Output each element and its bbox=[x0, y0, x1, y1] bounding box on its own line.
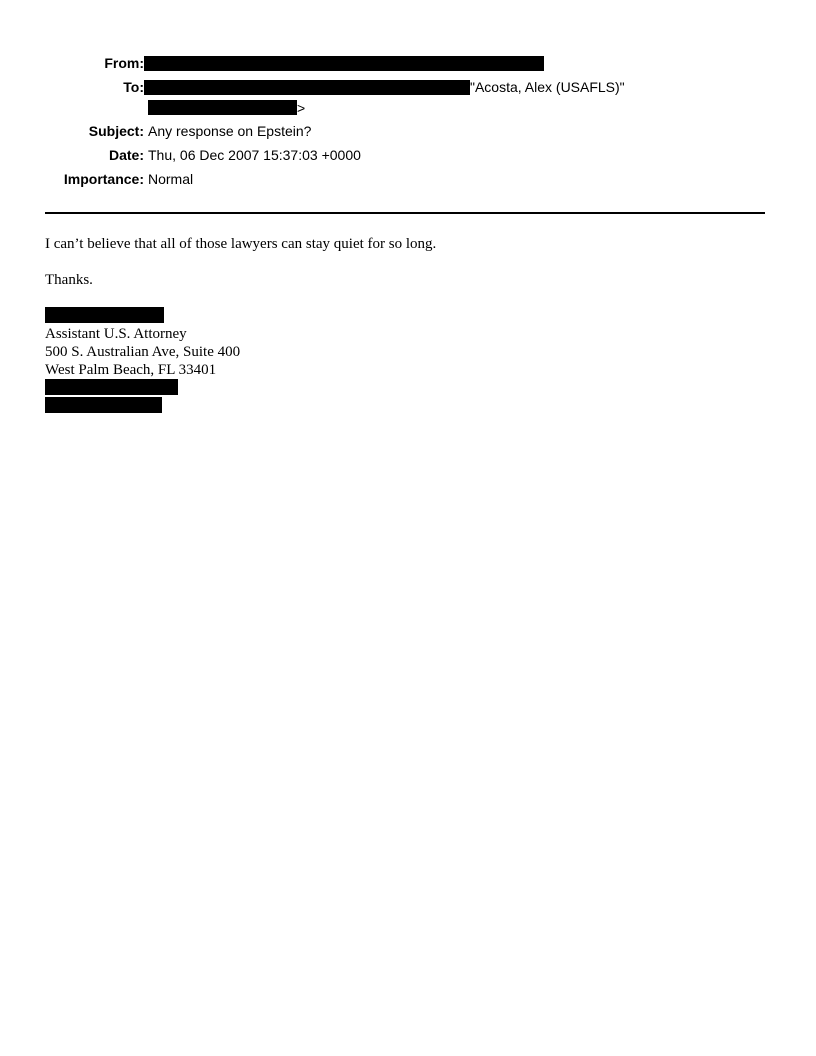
body-line-2: Thanks. bbox=[45, 272, 93, 288]
signature-name-redaction bbox=[45, 307, 164, 323]
signature-title: Assistant U.S. Attorney bbox=[45, 326, 187, 342]
signature-fax-redaction bbox=[45, 397, 162, 413]
header-divider bbox=[45, 212, 765, 214]
to-continuation-suffix: > bbox=[297, 100, 306, 116]
to-redaction bbox=[144, 80, 470, 95]
importance-label: Importance: bbox=[63, 171, 144, 187]
from-label: From: bbox=[104, 55, 144, 71]
signature-phone-redaction bbox=[45, 379, 178, 395]
to-continuation-redaction bbox=[148, 100, 297, 115]
subject-label: Subject: bbox=[88, 123, 144, 139]
subject-value: Any response on Epstein? bbox=[148, 123, 312, 139]
to-label: To: bbox=[123, 79, 144, 95]
signature-address-line-2: West Palm Beach, FL 33401 bbox=[45, 362, 217, 378]
from-redaction bbox=[144, 56, 544, 71]
date-label: Date: bbox=[108, 147, 144, 163]
body-line-1: I can’t believe that all of those lawyers can stay quiet for so long. bbox=[45, 236, 437, 252]
to-recipient-name: "Acosta, Alex (USAFLS)" bbox=[470, 79, 625, 95]
importance-value: Normal bbox=[148, 171, 194, 187]
date-value: Thu, 06 Dec 2007 15:37:03 +0000 bbox=[148, 147, 361, 163]
signature-address-line-1: 500 S. Australian Ave, Suite 400 bbox=[45, 344, 241, 360]
